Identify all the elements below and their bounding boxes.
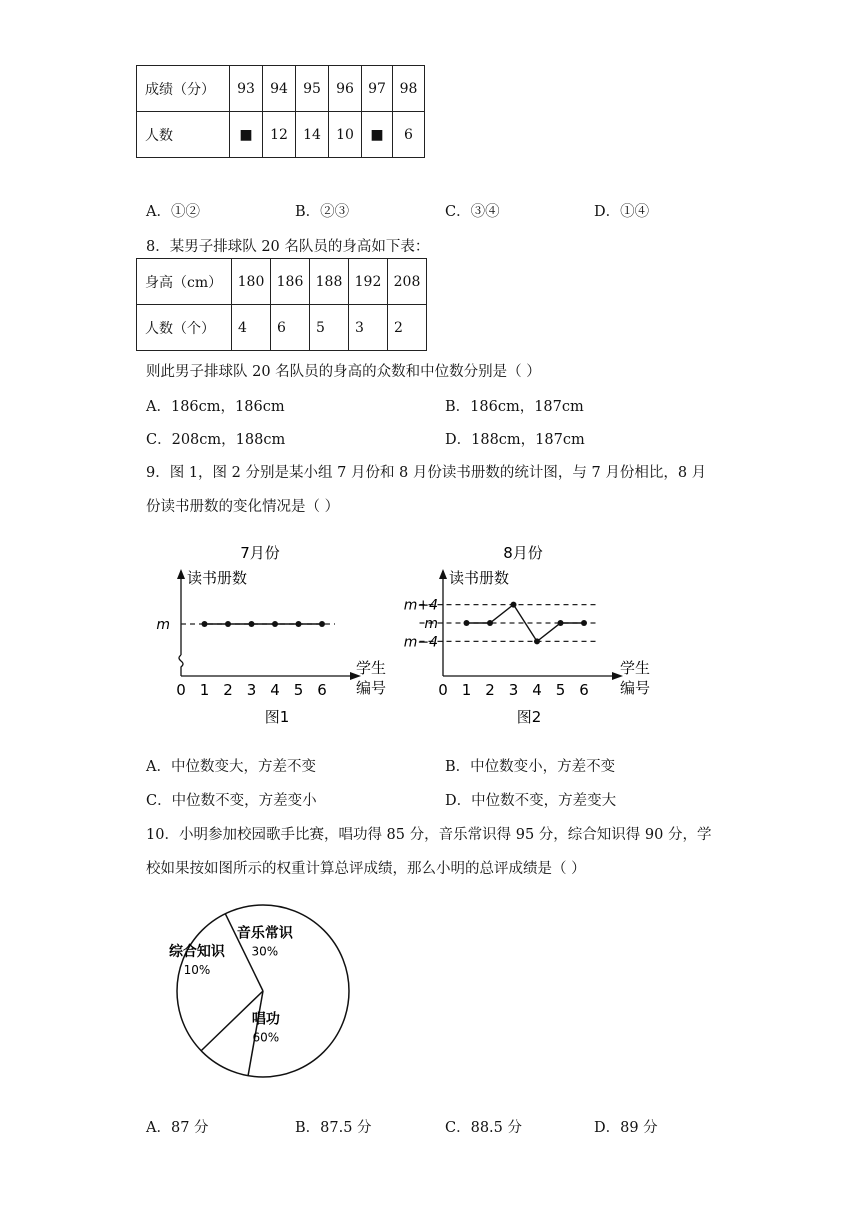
table-header-cell: 94 <box>263 66 296 112</box>
table-header-cell: 186 <box>271 259 310 305</box>
score-table <box>136 65 425 158</box>
table-row <box>137 66 425 112</box>
x-tick-label: 2 <box>485 681 495 699</box>
x-tick-label: 3 <box>246 681 257 699</box>
y-tick-labels <box>404 598 438 651</box>
q9-stem-line1: 9．图 1，图 2 分别是某小组 7 月份和 8 月份读书册数的统计图，与 7 月份相比，8 月 <box>146 465 707 481</box>
data-series <box>202 621 326 627</box>
data-point <box>319 621 325 627</box>
table-header-cell: 身高（cm） <box>137 259 232 305</box>
table-cell: 14 <box>296 112 329 158</box>
q10-option-c: C．88.5 分 <box>445 1120 522 1136</box>
data-point <box>534 638 540 644</box>
slice-label: 音乐常识 <box>236 925 293 942</box>
q8-option-c: C．208cm，188cm <box>146 432 286 448</box>
table-header-cell: 98 <box>393 66 425 112</box>
q10-stem-line2: 校如果按如图所示的权重计算总评成绩，那么小明的总评成绩是（ ） <box>146 861 586 877</box>
slice-label: 唱功 <box>251 1011 280 1028</box>
x-tick-label: 3 <box>508 681 519 699</box>
table-header-cell: 96 <box>329 66 362 112</box>
x-tick-label: 4 <box>270 681 280 699</box>
y-axis-label: 读书册数 <box>449 569 510 587</box>
q9-option-d: D．中位数不变，方差变大 <box>445 793 617 809</box>
table-cell: 4 <box>232 305 271 351</box>
q9-option-a: A．中位数变大，方差不变 <box>146 759 316 775</box>
table-cell: 2 <box>388 305 427 351</box>
q8-option-a: A．186cm，186cm <box>146 399 285 415</box>
table-row <box>137 259 427 305</box>
y-tick-label: m+4 <box>403 597 438 614</box>
slice-value-label: 30% <box>251 944 279 959</box>
table-header-cell: 95 <box>296 66 329 112</box>
data-point <box>296 621 302 627</box>
data-point <box>487 620 493 626</box>
y-axis-arrow <box>439 569 447 579</box>
table-cell: 人数（个） <box>137 305 232 351</box>
x-tick-label: 6 <box>579 681 589 699</box>
table-header-cell: 180 <box>232 259 271 305</box>
x-tick-label: 1 <box>461 681 472 699</box>
data-point <box>511 602 517 608</box>
table-header-cell: 192 <box>349 259 388 305</box>
q10-stem-line1: 10．小明参加校园歌手比赛，唱功得 85 分，音乐常识得 95 分，综合知识得 90 分，学 <box>146 827 712 843</box>
weight-pie-chart <box>160 898 370 1088</box>
q7-option-d: D．①④ <box>594 204 650 220</box>
series-line <box>467 605 585 642</box>
y-tick-label: m <box>424 616 438 632</box>
height-table <box>136 258 427 351</box>
x-tick-label: 4 <box>532 681 542 699</box>
y-tick-label: m−4 <box>403 634 438 651</box>
data-point <box>249 621 255 627</box>
q8-option-b: B．186cm，187cm <box>445 399 584 415</box>
q9-option-b: B．中位数变小，方差不变 <box>445 759 616 775</box>
table-cell: ■ <box>230 112 263 158</box>
pie-slices <box>169 905 349 1077</box>
x-axis-label <box>620 659 650 697</box>
table-cell: 人数 <box>137 112 230 158</box>
y-axis-arrow <box>177 569 185 579</box>
table-row <box>137 305 427 351</box>
y-tick-label: m <box>156 617 170 633</box>
figure-caption: 图2 <box>516 708 542 726</box>
chart-title: 8月份 <box>503 544 543 562</box>
table-header-cell: 成绩（分） <box>137 66 230 112</box>
table-cell: 5 <box>310 305 349 351</box>
august-line-chart <box>398 538 668 728</box>
q7-option-c: C．③④ <box>445 204 500 220</box>
table-cell: 12 <box>263 112 296 158</box>
slice-value-label: 60% <box>252 1030 280 1045</box>
table-row <box>137 112 425 158</box>
data-point <box>225 621 231 627</box>
q7-option-b: B．②③ <box>295 204 350 220</box>
x-axis-label-line: 学生 <box>356 659 387 677</box>
x-tick-label: 0 <box>176 681 186 699</box>
chart-title: 7月份 <box>240 544 280 562</box>
x-tick-label: 5 <box>555 681 566 699</box>
data-series <box>464 602 588 645</box>
data-point <box>464 620 470 626</box>
table-header-cell: 208 <box>388 259 427 305</box>
q8-question: 则此男子排球队 20 名队员的身高的众数和中位数分别是（ ） <box>146 364 541 380</box>
slice-value-label: 10% <box>183 962 211 977</box>
q8-option-d: D．188cm，187cm <box>445 432 585 448</box>
table-cell: 6 <box>393 112 425 158</box>
july-line-chart <box>150 538 387 728</box>
table-cell: 10 <box>329 112 362 158</box>
axis-break <box>179 655 183 676</box>
slice-label: 综合知识 <box>168 943 225 960</box>
table-cell: 3 <box>349 305 388 351</box>
y-axis-label: 读书册数 <box>187 569 248 587</box>
table-header-cell: 188 <box>310 259 349 305</box>
x-axis-label <box>356 659 386 697</box>
q10-option-d: D．89 分 <box>594 1120 658 1136</box>
x-tick-label: 5 <box>293 681 304 699</box>
x-tick-label: 2 <box>223 681 233 699</box>
q7-option-a: A．①② <box>146 204 200 220</box>
data-point <box>558 620 564 626</box>
table-header-cell: 97 <box>362 66 393 112</box>
x-tick-label: 0 <box>438 681 448 699</box>
y-tick-labels <box>156 617 170 633</box>
q8-stem: 8．某男子排球队 20 名队员的身高如下表： <box>146 239 430 255</box>
q10-option-b: B．87.5 分 <box>295 1120 372 1136</box>
table-cell: 6 <box>271 305 310 351</box>
data-point <box>272 621 278 627</box>
x-axis-label-line: 学生 <box>620 659 651 677</box>
table-header-cell: 93 <box>230 66 263 112</box>
table-cell: ■ <box>362 112 393 158</box>
data-point <box>581 620 587 626</box>
figure-caption: 图1 <box>264 708 290 726</box>
x-tick-label: 1 <box>199 681 210 699</box>
q9-stem-line2: 份读书册数的变化情况是（ ） <box>146 499 340 515</box>
x-axis-label-line: 编号 <box>620 679 651 697</box>
q10-option-a: A．87 分 <box>146 1120 209 1136</box>
x-tick-labels <box>438 681 589 699</box>
data-point <box>202 621 208 627</box>
q9-option-c: C．中位数不变，方差变小 <box>146 793 317 809</box>
x-tick-labels <box>176 681 327 699</box>
x-tick-label: 6 <box>317 681 327 699</box>
x-axis-label-line: 编号 <box>356 679 387 697</box>
